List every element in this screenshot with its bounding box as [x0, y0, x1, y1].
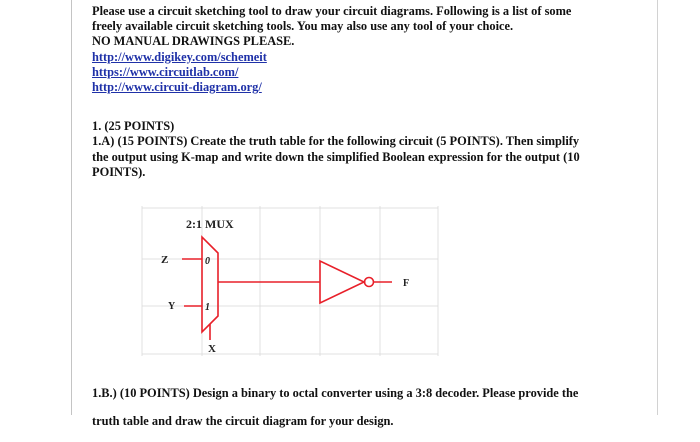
input-z-label: Z	[161, 254, 169, 266]
intro-line-1: Please use a circuit sketching tool to draw your circuit diagrams. Following is a list of some	[92, 4, 572, 18]
part-b-line-1: 1.B.) (10 POINTS) Design a binary to octal converter using a 3:8 decoder. Please provide the	[92, 386, 579, 401]
circuit-wires	[182, 237, 392, 340]
mux-label: 2:1 MUX	[186, 217, 234, 231]
link-digikey[interactable]: http://www.digikey.com/schemeit	[92, 49, 267, 64]
part-b-text	[92, 374, 640, 442]
input-y-label: Y	[168, 301, 176, 312]
part-a-line-2: the output using K-map and write down the simplified Boolean expression for the output (10	[92, 149, 580, 164]
mux-port-0: 0	[205, 256, 210, 267]
page-edge-right	[657, 0, 658, 415]
intro-line-3: NO MANUAL DRAWINGS PLEASE.	[92, 34, 295, 49]
link-circuit-diagram[interactable]: http://www.circuit-diagram.org/	[92, 80, 262, 95]
part-a-line-3: POINTS).	[92, 164, 146, 179]
page-edge-left	[71, 0, 72, 415]
part-b-line-2: truth table and draw the circuit diagram for your design.	[92, 413, 394, 428]
problem-heading: 1. (25 POINTS)	[92, 119, 175, 134]
circuit-diagram	[92, 198, 572, 360]
select-x-label: X	[208, 343, 216, 355]
intro-line-2: freely available circuit sketching tools. You may also use any tool of your choice.	[92, 19, 514, 34]
link-circuitlab[interactable]: https://www.circuitlab.com/	[92, 64, 239, 79]
tool-links	[92, 50, 640, 96]
output-f-label: F	[403, 278, 410, 289]
mux-port-1: 1	[205, 302, 210, 313]
part-a-line-1: 1.A) (15 POINTS) Create the truth table for the following circuit (5 POINTS). Then simplify	[92, 134, 580, 149]
assignment-document	[92, 4, 640, 180]
mux-circuit-figure	[92, 198, 572, 360]
not-gate	[320, 261, 364, 303]
mux-body	[202, 237, 218, 332]
